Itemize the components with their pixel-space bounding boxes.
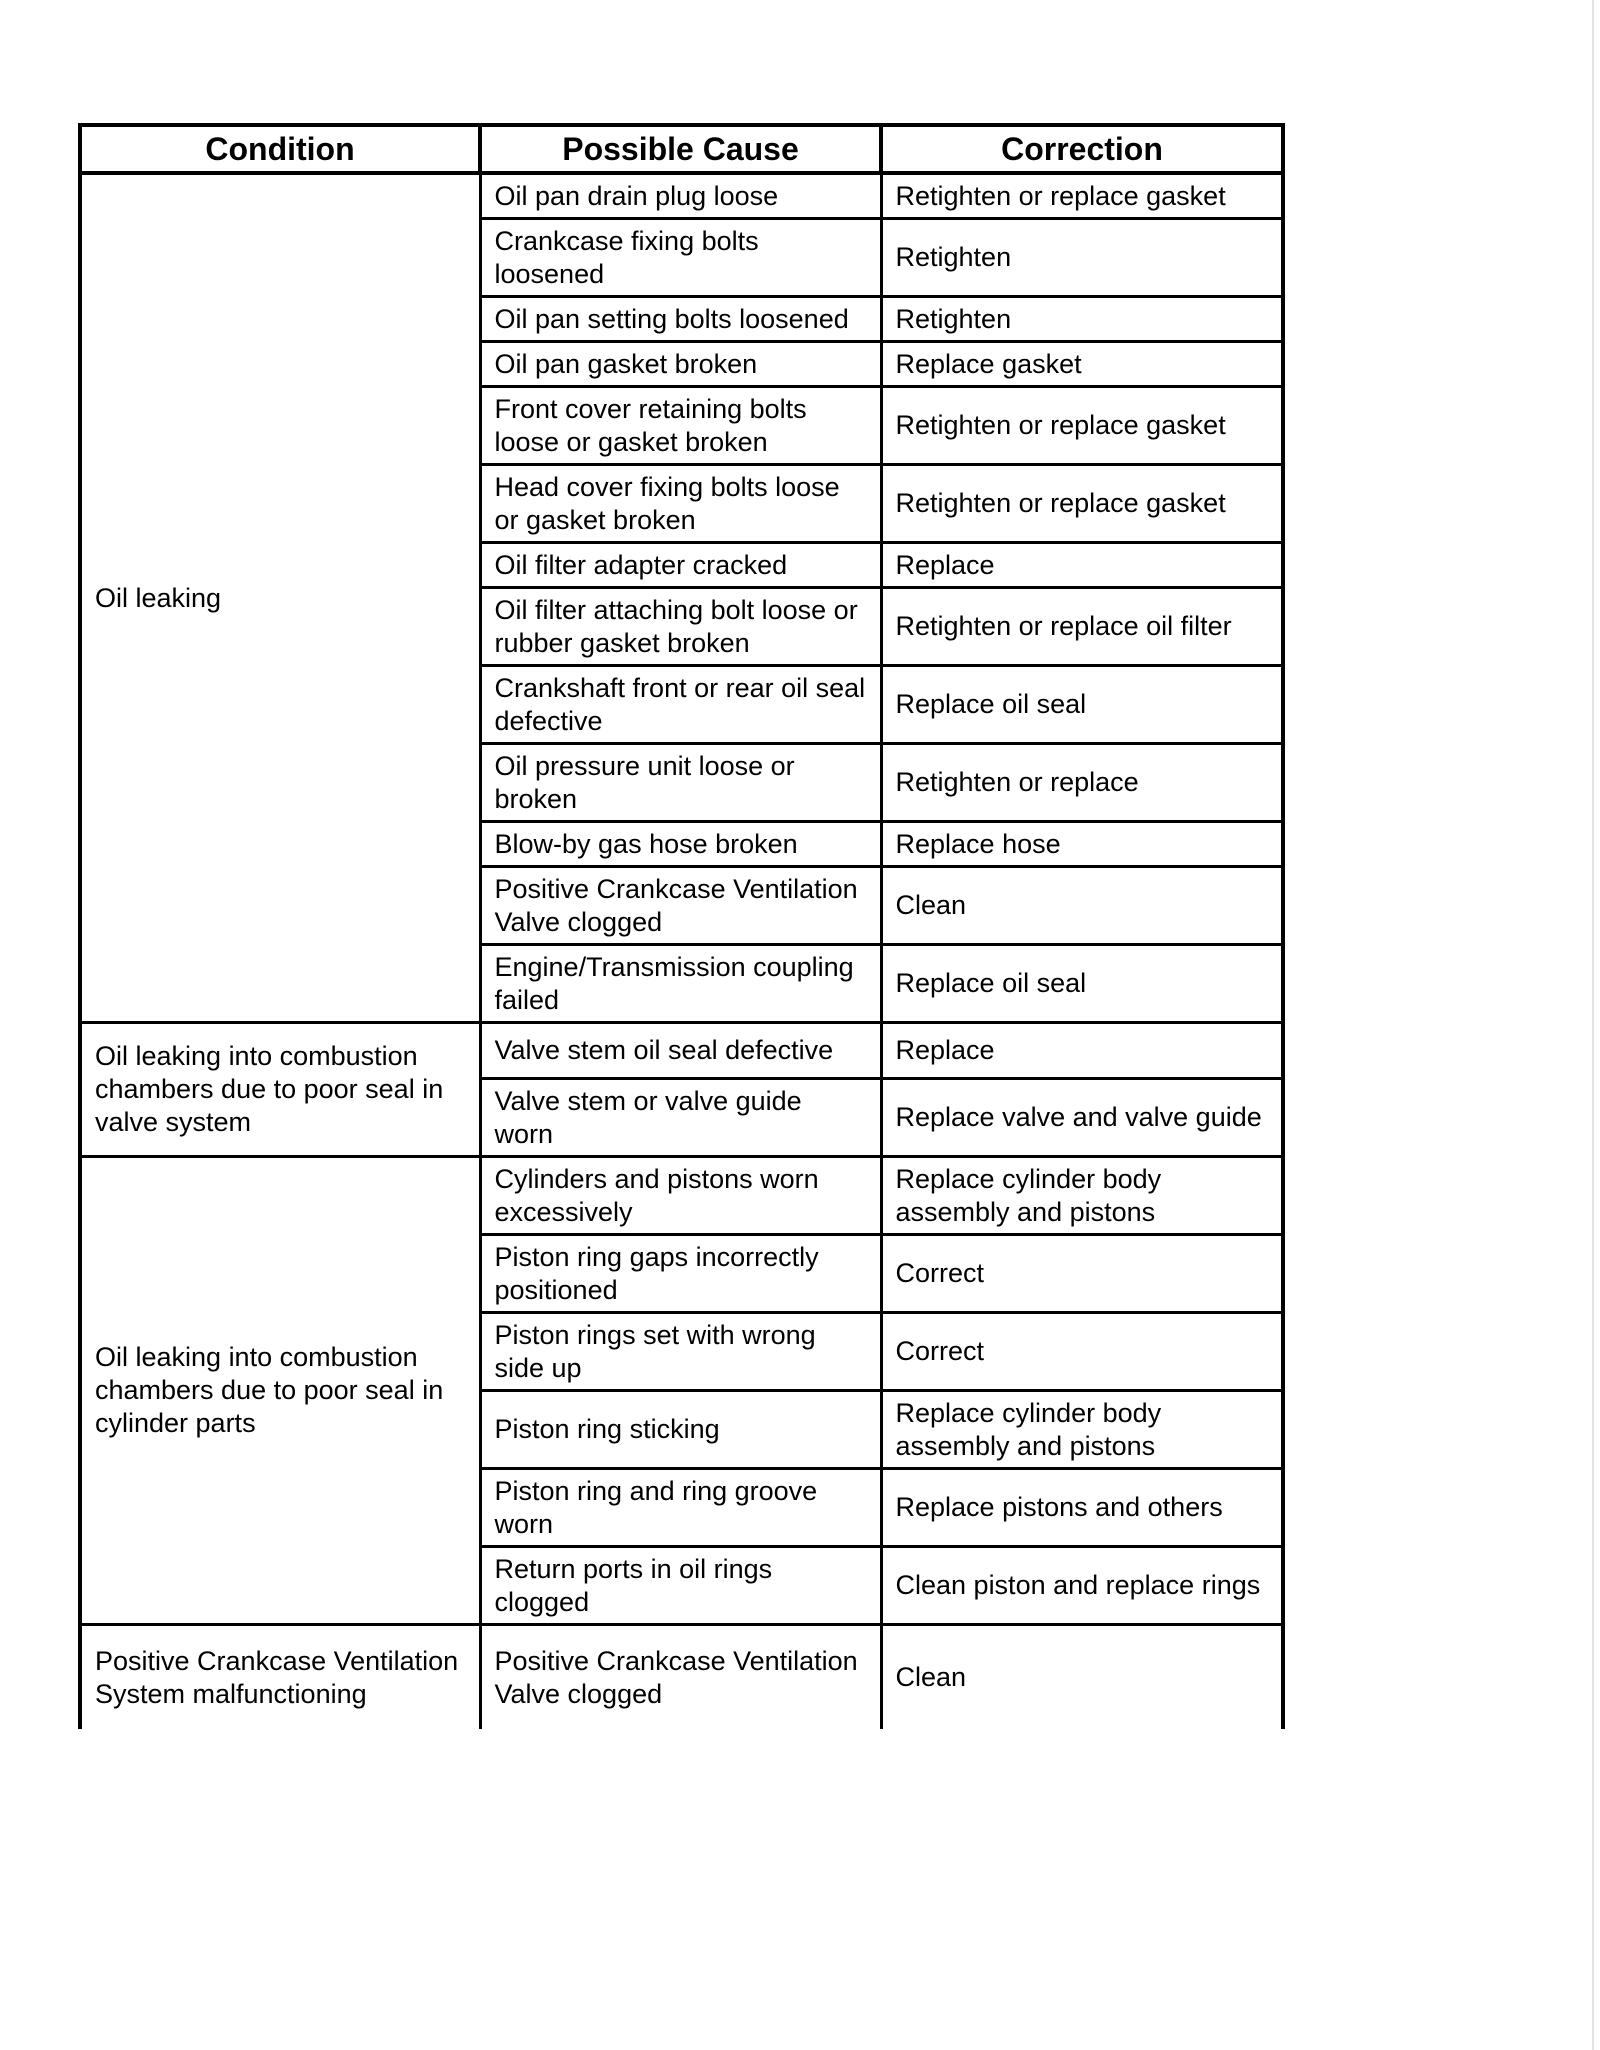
cause-cell: Oil pan setting bolts loosened [480,297,881,342]
correction-cell: Clean [881,1625,1283,1730]
header-correction: Correction [881,125,1283,173]
cause-cell: Oil pan drain plug loose [480,173,881,219]
correction-cell: Correct [881,1235,1283,1313]
correction-cell: Replace gasket [881,342,1283,387]
cause-cell: Valve stem or valve guide worn [480,1079,881,1157]
cause-cell: Piston ring gaps incorrectly positioned [480,1235,881,1313]
correction-cell: Retighten or replace gasket [881,173,1283,219]
correction-cell: Retighten [881,297,1283,342]
correction-cell: Replace [881,1023,1283,1079]
condition-cell: Oil leaking into combustion chambers due to poor seal in cylinder parts [80,1157,480,1625]
table-row [80,1157,1283,1235]
correction-cell: Replace cylinder body assembly and pistons [881,1157,1283,1235]
cause-cell: Oil filter attaching bolt loose or rubber gasket broken [480,588,881,666]
correction-cell: Replace pistons and others [881,1469,1283,1547]
condition-cell: Oil leaking into combustion chambers due to poor seal in valve system [80,1023,480,1157]
correction-cell: Replace hose [881,822,1283,867]
cause-cell: Positive Crankcase Ventilation Valve clogged [480,1625,881,1730]
table-row [80,173,1283,219]
cause-cell: Piston rings set with wrong side up [480,1313,881,1391]
cause-cell: Crankcase fixing bolts loosened [480,219,881,297]
header-row [80,125,1283,173]
cause-cell: Crankshaft front or rear oil seal defective [480,666,881,744]
correction-cell: Replace valve and valve guide [881,1079,1283,1157]
correction-cell: Clean piston and replace rings [881,1547,1283,1625]
cause-cell: Oil filter adapter cracked [480,543,881,588]
troubleshooting-table [78,123,1285,1729]
cause-cell: Oil pan gasket broken [480,342,881,387]
cause-cell: Oil pressure unit loose or broken [480,744,881,822]
correction-cell: Replace oil seal [881,666,1283,744]
correction-cell: Replace oil seal [881,945,1283,1023]
cause-cell: Cylinders and pistons worn excessively [480,1157,881,1235]
table-row [80,1023,1283,1079]
correction-cell: Replace [881,543,1283,588]
cause-cell: Piston ring and ring groove worn [480,1469,881,1547]
correction-cell: Retighten [881,219,1283,297]
correction-cell: Retighten or replace [881,744,1283,822]
correction-cell: Correct [881,1313,1283,1391]
correction-cell: Retighten or replace oil filter [881,588,1283,666]
header-condition: Condition [80,125,480,173]
correction-cell: Replace cylinder body assembly and pistons [881,1391,1283,1469]
correction-cell: Clean [881,867,1283,945]
correction-cell: Retighten or replace gasket [881,465,1283,543]
page-edge [1592,0,1594,2050]
table-row [80,1625,1283,1730]
cause-cell: Valve stem oil seal defective [480,1023,881,1079]
header-possible-cause: Possible Cause [480,125,881,173]
condition-cell: Positive Crankcase Ventilation System malfunctioning [80,1625,480,1730]
cause-cell: Front cover retaining bolts loose or gasket broken [480,387,881,465]
correction-cell: Retighten or replace gasket [881,387,1283,465]
cause-cell: Positive Crankcase Ventilation Valve clogged [480,867,881,945]
cause-cell: Blow-by gas hose broken [480,822,881,867]
cause-cell: Engine/Transmission coupling failed [480,945,881,1023]
cause-cell: Piston ring sticking [480,1391,881,1469]
cause-cell: Return ports in oil rings clogged [480,1547,881,1625]
cause-cell: Head cover fixing bolts loose or gasket broken [480,465,881,543]
condition-cell: Oil leaking [80,173,480,1023]
